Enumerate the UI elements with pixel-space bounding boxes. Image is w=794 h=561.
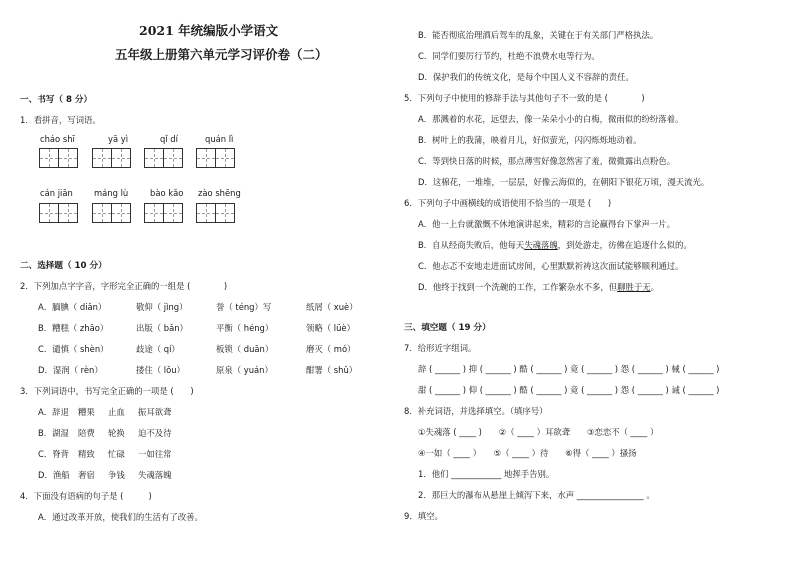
writing-grid[interactable] bbox=[39, 148, 77, 168]
q3-opt-item: D．渔船 bbox=[38, 470, 70, 480]
q6-d-text: 。 bbox=[650, 282, 659, 292]
section-1-header: 一、书写（ 8 分） bbox=[20, 95, 93, 105]
pinyin: qǐ dí bbox=[160, 134, 178, 144]
q5-option-b[interactable]: B．树叶上的我蒲，映着月儿，好似萤光，闪闪烁烁地动着。 bbox=[418, 135, 642, 145]
q8-row-1[interactable]: ①失魂落 ( ____ ) ②（ ____ ）耳欲聋 ③恋恋不（ ____ ） bbox=[418, 427, 659, 437]
q7-row-2[interactable]: 甜 ( ______ ) 仰 ( ______ ) 酷 ( ______ ) 竟 ( ______ ) 怨 ( ______ ) 诫 ( ______ ) bbox=[418, 385, 720, 395]
q3-opt-item: 振耳欲聋 bbox=[138, 407, 172, 417]
section-2-header: 二、选择题（ 10 分） bbox=[20, 261, 107, 271]
q2-opt-item: C．谴慎（ shèn） bbox=[38, 344, 109, 354]
q3-opt-item: 糟果 bbox=[78, 407, 95, 417]
q6-option-d[interactable] bbox=[418, 282, 659, 293]
pinyin: zào shēng bbox=[198, 188, 241, 198]
writing-grid[interactable] bbox=[144, 148, 182, 168]
q4-option-a[interactable]: A．通过改革开放，使我们的生活有了改善。 bbox=[38, 512, 203, 522]
q2-opt-item: 平衡（ héng） bbox=[216, 323, 274, 333]
q3-opt-item: 精致 bbox=[78, 449, 95, 459]
section-3-header: 三、填空题（ 19 分） bbox=[404, 323, 491, 333]
q3-opt-item: B．湖湿 bbox=[38, 428, 69, 438]
q3-opt-item: 忙碌 bbox=[108, 449, 125, 459]
q2-opt-item: 板锁（ duān） bbox=[216, 344, 274, 354]
q2-opt-item: 磨灭（ mó） bbox=[306, 344, 356, 354]
q3-prompt: 3．下列词语中，书写完全正确的一项是 ( ) bbox=[20, 386, 194, 396]
q2-opt-item: 酣署（ shǔ） bbox=[306, 365, 358, 375]
q6-b-text: B．自从经商失败后，他每天 bbox=[418, 240, 525, 250]
writing-grid[interactable] bbox=[39, 203, 77, 223]
q7-prompt: 7．给形近字组词。 bbox=[404, 343, 477, 353]
writing-grid[interactable] bbox=[92, 148, 130, 168]
writing-grid[interactable] bbox=[92, 203, 130, 223]
paper-title-line2: 五年级上册第六单元学习评价卷（二） bbox=[115, 47, 328, 62]
q2-opt-item: 誉（ téng）写 bbox=[216, 302, 272, 312]
underlined-idiom: 聊胜于无 bbox=[617, 282, 651, 292]
q2-opt-item: D．湿润（ rèn） bbox=[38, 365, 103, 375]
q3-opt-item: 一如往常 bbox=[138, 449, 172, 459]
q4-option-d[interactable]: D．保护我们的传统文化，是每个中国人义不容辞的责任。 bbox=[418, 72, 634, 82]
q3-opt-item: C．脊背 bbox=[38, 449, 69, 459]
q3-opt-item: 奢宿 bbox=[78, 470, 95, 480]
q6-option-b[interactable] bbox=[418, 240, 692, 251]
q3-opt-item: 失魂落魄 bbox=[138, 470, 172, 480]
pinyin: cháo shī bbox=[40, 134, 75, 144]
q3-opt-item: 止血 bbox=[108, 407, 125, 417]
pinyin: bào kǎo bbox=[150, 188, 184, 198]
q8-row-2[interactable]: ④一如（ ____ ） ⑤（ ____ ）待 ⑥得（ ____ ）搔扬 bbox=[418, 448, 637, 458]
pinyin: máng lù bbox=[94, 188, 129, 198]
q2-opt-item: 敬仰（ jìng） bbox=[136, 302, 188, 312]
q8-prompt: 8．补充词语，并选择填空。（填序号） bbox=[404, 406, 548, 416]
q3-opt-item: 轮换 bbox=[108, 428, 125, 438]
q2-opt-item: 歧途（ qí） bbox=[136, 344, 180, 354]
q4-prompt: 4．下面没有语病的句子是 ( ) bbox=[20, 491, 152, 501]
writing-grid[interactable] bbox=[196, 203, 234, 223]
q2-opt-item: 纸屑（ xuè） bbox=[306, 302, 358, 312]
pinyin: yā yì bbox=[108, 134, 129, 144]
q9-prompt: 9．填空。 bbox=[404, 511, 443, 521]
q6-option-a[interactable]: A．他一上台就激慨不休地演讲起来，精彩的言论赢得台下掌声一片。 bbox=[418, 219, 675, 229]
q2-opt-item: 领略（ lüè） bbox=[306, 323, 355, 333]
paper-title-line1: 2021 年统编版小学语文 bbox=[139, 23, 279, 38]
pinyin: cán jiān bbox=[40, 188, 73, 198]
pinyin: quán lì bbox=[205, 134, 234, 144]
q6-d-text: D．他终于找到一个洗碗的工作，工作繁杂水不多，但 bbox=[418, 282, 618, 292]
q8-sub-2[interactable]: 2．那巨大的瀑布从悬崖上倾泻下来，水声 ________________ 。 bbox=[418, 490, 655, 500]
q2-opt-item: 出版（ bǎn） bbox=[136, 323, 188, 333]
q2-opt-item: 搂住（ lǒu） bbox=[136, 365, 185, 375]
q2-opt-item: 原泉（ yuán） bbox=[216, 365, 273, 375]
q8-sub-1[interactable]: 1．他们 ____________ 地挥手告别。 bbox=[418, 469, 555, 479]
underlined-idiom: 失魂落魄 bbox=[524, 240, 558, 250]
writing-grid[interactable] bbox=[144, 203, 182, 223]
q2-opt-item: A．腼腆（ diǎn） bbox=[38, 302, 107, 312]
q6-b-text: ，到处游走，彷佛在追逐什么似的。 bbox=[557, 240, 692, 250]
q4-option-c[interactable]: C．同学们要厉行节约，杜绝不浪费水电等行为。 bbox=[418, 51, 600, 61]
q1-prompt: 1．看拼音，写词语。 bbox=[20, 115, 101, 125]
q3-opt-item: 陪费 bbox=[78, 428, 95, 438]
q5-prompt: 5．下列句子中使用的修辞手法与其他句子不一致的是 ( ) bbox=[404, 93, 645, 103]
q3-opt-item: A．辞退 bbox=[38, 407, 69, 417]
q2-opt-item: B．糟糕（ zhāo） bbox=[38, 323, 109, 333]
q5-option-a[interactable]: A．那溅着的水花，远望去，像一朵朵小小的白梅，微雨似的纷纷落着。 bbox=[418, 114, 684, 124]
writing-grid[interactable] bbox=[196, 148, 234, 168]
q2-prompt: 2．下列加点字字音，字形完全正确的一组是 ( ) bbox=[20, 281, 228, 291]
q5-option-c[interactable]: C．等到快日落的时候，那点薄雪好像忽然害了羞，微微露出点粉色。 bbox=[418, 156, 676, 166]
q5-option-d[interactable]: D．这棉花，一堆堆，一层层，好像云海似的，在朝阳下银花万顷，漫天流光。 bbox=[418, 177, 710, 187]
q6-prompt: 6．下列句子中画横线的成语使用不恰当的一项是 ( ) bbox=[404, 198, 612, 208]
q6-option-c[interactable]: C．他忐忑不安地走进面试房间，心里默默祈祷这次面试能够顺利通过。 bbox=[418, 261, 684, 271]
q4-option-b[interactable]: B．能否彻底治理酒后驾车的乱象，关键在于有关部门严格执法。 bbox=[418, 30, 659, 40]
q3-opt-item: 争钱 bbox=[108, 470, 125, 480]
q3-opt-item: 迫不及待 bbox=[138, 428, 172, 438]
q7-row-1[interactable]: 辞 ( ______ ) 抑 ( ______ ) 酷 ( ______ ) 竟 ( ______ ) 怨 ( ______ ) 械 ( ______ ) bbox=[418, 364, 720, 374]
